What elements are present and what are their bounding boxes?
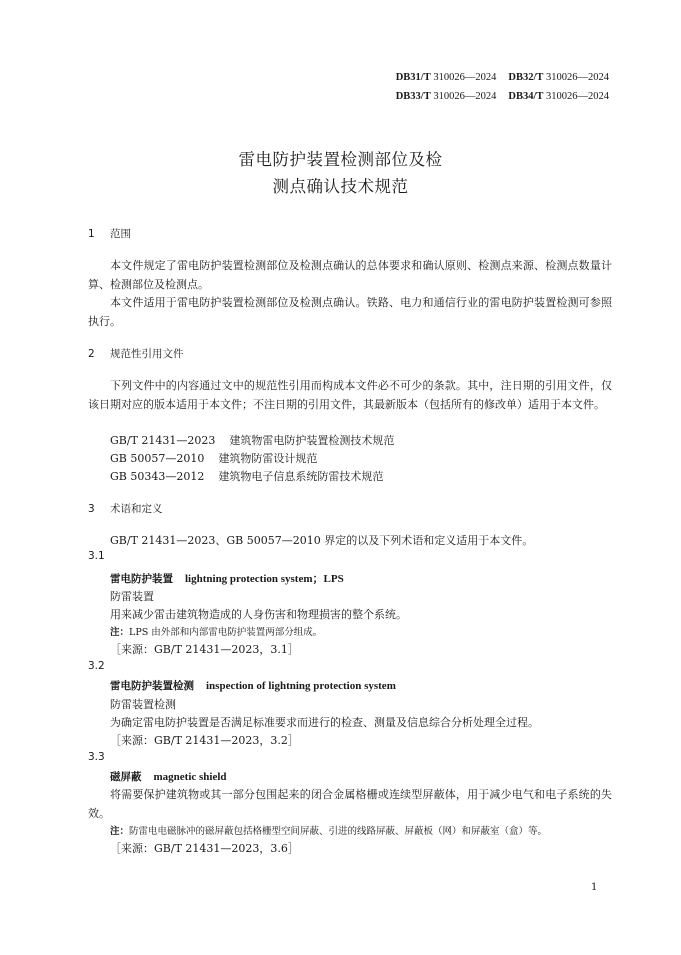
term-3-1-note: 注：LPS 由外部和内部雷电防护装置两部分组成。 <box>110 627 323 638</box>
section-2-heading: 2 规范性引用文件 <box>88 348 184 360</box>
term-3-3-title: 磁屏蔽 magnetic shield <box>110 771 227 783</box>
reference-item: GB 50343—2012 建筑物电子信息系统防雷技术规范 <box>110 470 384 483</box>
section-1-para-2: 本文件适用于雷电防护装置检测部位及检测点确认。铁路、电力和通信行业的雷电防护装置检测可参照执行。 <box>88 296 612 328</box>
term-3-1-alt: 防雷装置 <box>110 590 154 603</box>
std-code-number: 310026—2024 <box>430 72 497 83</box>
title-line-2: 测点确认技术规范 <box>272 177 409 196</box>
section-3-intro: GB/T 21431—2023、GB 50057—2010 界定的以及下列术语和定义适用于本文件。 <box>110 534 534 547</box>
header-line-1 <box>396 68 609 87</box>
std-code-number: 310026—2024 <box>543 72 609 83</box>
term-3-1-definition: 用来减少雷击建筑物造成的人身伤害和物理损害的整个系统。 <box>110 608 407 621</box>
std-code-prefix: DB34/T <box>508 91 544 102</box>
standard-header <box>396 68 609 106</box>
term-3-2-number: 3.2 <box>88 660 105 672</box>
std-code-number: 310026—2024 <box>543 91 609 102</box>
document-title <box>0 146 681 200</box>
std-code-prefix: DB33/T <box>395 91 431 102</box>
section-1-heading: 1 范围 <box>88 228 131 240</box>
section-1-para-1: 本文件规定了雷电防护装置检测部位及检测点确认的总体要求和确认原则、检测点来源、检测点数量计算、检测部位及检测点。 <box>88 259 612 291</box>
term-3-3-number: 3.3 <box>88 751 105 763</box>
term-3-2-title: 雷电防护装置检测 inspection of lightning protection system <box>110 680 396 692</box>
reference-item: GB/T 21431—2023 建筑物雷电防护装置检测技术规范 <box>110 434 395 447</box>
header-line-2 <box>396 87 609 106</box>
title-line-1: 雷电防护装置检测部位及检 <box>238 150 443 169</box>
reference-item: GB 50057—2010 建筑物防雷设计规范 <box>110 452 318 465</box>
term-3-2-alt: 防雷装置检测 <box>110 698 176 711</box>
term-3-3-source: ［来源：GB/T 21431—2023，3.6］ <box>110 842 299 855</box>
page-number: 1 <box>591 882 598 893</box>
term-3-3-note: 注：防雷电电磁脉冲的磁屏蔽包括格栅型空间屏蔽、引进的线路屏蔽、屏蔽板（网）和屏蔽室（盒）等。 <box>110 826 548 837</box>
term-3-2-source: ［来源：GB/T 21431—2023，3.2］ <box>110 734 299 747</box>
section-3-heading: 3 术语和定义 <box>88 503 163 515</box>
term-3-3-definition: 将需要保护建筑物或其一部分包围起来的闭合金属格栅或连续型屏蔽体，用于减少电气和电子系统的失效。 <box>88 788 612 820</box>
section-2-para-1: 下列文件中的内容通过文中的规范性引用而构成本文件必不可少的条款。其中，注日期的引用文件，仅该日期对应的版本适用于本文件；不注日期的引用文件，其最新版本（包括所有的修改单）适用于本文件。 <box>88 379 612 411</box>
term-3-2-definition: 为确定雷电防护装置是否满足标准要求而进行的检查、测量及信息综合分析处理全过程。 <box>110 716 539 729</box>
std-code-number: 310026—2024 <box>430 91 497 102</box>
std-code-prefix: DB32/T <box>508 72 544 83</box>
std-code-prefix: DB31/T <box>395 72 431 83</box>
term-3-1-number: 3.1 <box>88 550 105 562</box>
term-3-1-source: ［来源：GB/T 21431—2023，3.1］ <box>110 643 299 656</box>
term-3-1-title: 雷电防护装置 lightning protection system；LPS <box>110 573 344 585</box>
